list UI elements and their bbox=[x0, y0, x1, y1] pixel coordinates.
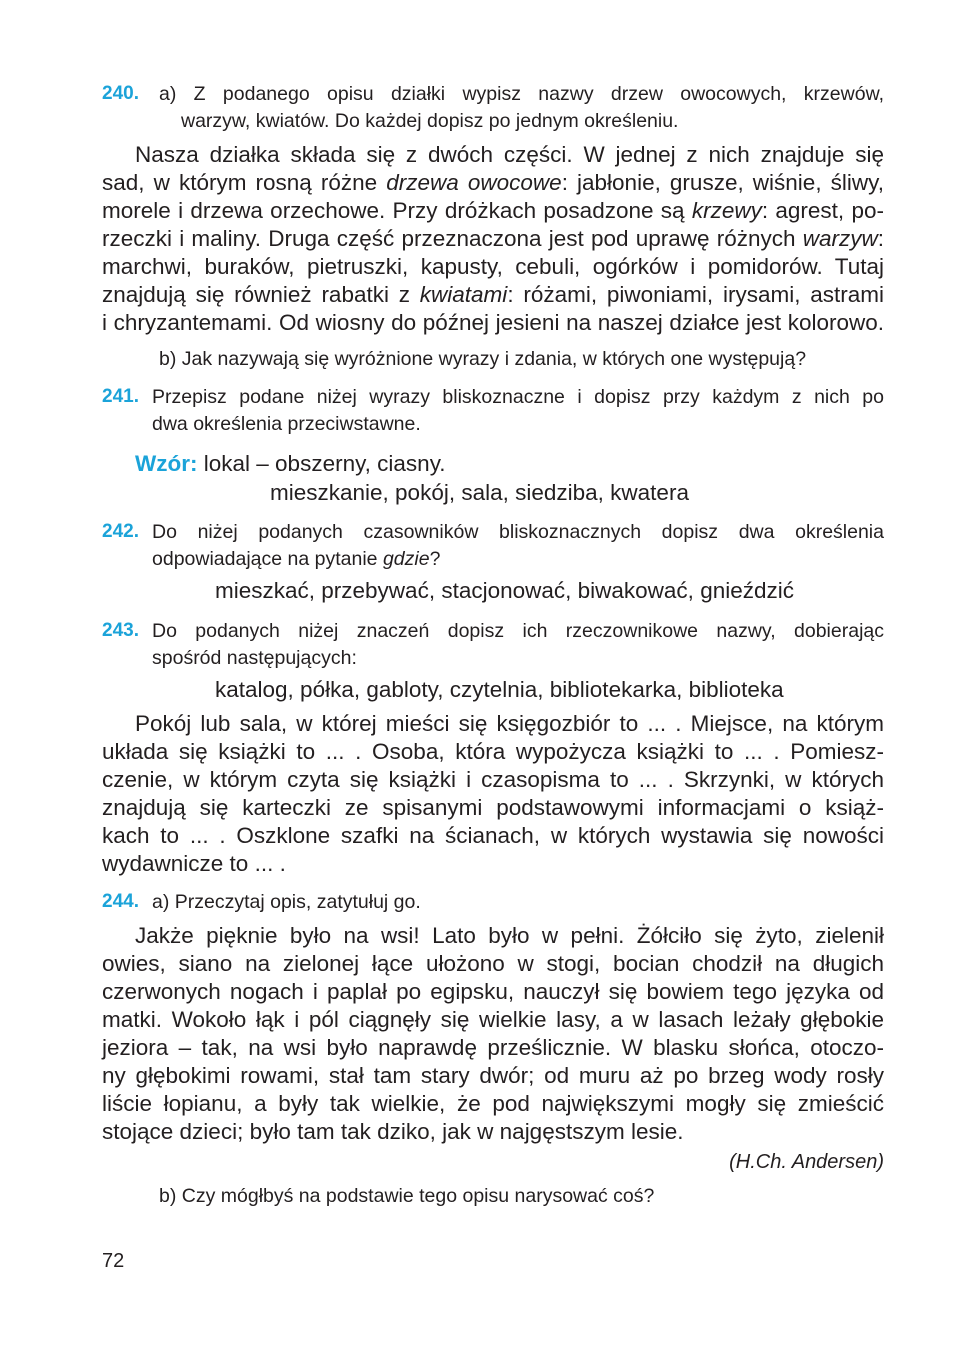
instruction-a: a) Z podanego opisu działki wypisz nazwy drzew owocowych, krzewów, bbox=[159, 83, 884, 105]
word-list: mieszkanie, pokój, sala, siedziba, kwatera bbox=[270, 480, 689, 505]
instruction-b: b) Czy mógłbyś na podstawie tego opisu narysować coś? bbox=[159, 1185, 655, 1207]
exercise-number: 240. bbox=[102, 83, 139, 104]
model-text: lokal – obszerny, ciasny. bbox=[203, 451, 446, 476]
instruction-a-cont: warzyw, kwiatów. Do każdej dopisz po jednym określeniu. bbox=[181, 110, 679, 132]
author-attribution: (H.Ch. Andersen) bbox=[729, 1151, 884, 1173]
word-list: mieszkać, przebywać, stacjonować, biwakować, gnieździć bbox=[215, 578, 794, 603]
model-example bbox=[135, 451, 446, 477]
instruction: Do niżej podanych czasowników bliskoznacznych dopisz dwa określenia odpowiadające na pytanie gdzie? bbox=[152, 521, 884, 570]
exercise-number: 241. bbox=[102, 386, 139, 407]
passage-library: Pokój lub sala, w której mieści się księgozbiór to ... . Miejsce, na którym układa się książki to ... . Osoba, która wypożycza książki to ... . Pomiesz- czenie, w którym czyta się książki i czasopisma to ... . Skrzynki, w których znajdują się karteczki ze spisanymi podstawowymi informacjami o książ- kach to ... . Oszklone szafki na ścianach, w których wystawia się nowości wydawnicze to ... . bbox=[102, 711, 884, 876]
exercise-number: 244. bbox=[102, 891, 139, 912]
exercise-number: 243. bbox=[102, 620, 139, 641]
instruction-b: b) Jak nazywają się wyróżnione wyrazy i zdania, w których one występują? bbox=[159, 348, 807, 370]
instruction: Przepisz podane niżej wyrazy bliskoznaczne i dopisz przy każdym z nich po dwa określenia przeciwstawne. bbox=[152, 386, 884, 435]
page-number: 72 bbox=[102, 1250, 125, 1272]
passage-andersen: Jakże pięknie było na wsi! Lato było w pełni. Żółciło się żyto, zielenił owies, siano na zielonej łące ułożono w stogi, bocian chodził na długich czerwonych nogach i paplał po egipsku, nauczył się bowiem tego języka od matki. Wokoło łąk i pól ciągnęły się wielkie lasy, a w lasach leżały głębokie jeziora – tak, na wsi było naprawdę prześlicznie. W blasku słońca, otoczo- ny głębokimi rowami, stał tam stary dwór; od muru aż po brzeg wody rosły liście łopianu, a były tak wielkie, że pod największymi mogły się zmieścić stojące dzieci; było tam tak dziko, jak w najgęstszym lesie. bbox=[102, 923, 884, 1144]
passage-garden: Nasza działka składa się z dwóch części. W jednej z nich znajduje się sad, w którym rosną różne drzewa owocowe: jabłonie, grusze, wiśnie, śliwy, morele i drzewa orzechowe. Przy dróżkach posadzone są krzewy: agrest, po- rzeczki i maliny. Druga część przeznaczona jest pod uprawę różnych warzyw: marchwi, buraków, pietruszki, kapusty, cebuli, ogórków i pomidorów. Tutaj znajdują się również rabatki z kwiatami: różami, piwoniami, irysami, astrami i chryzantemami. Od wiosny do późnej jesieni na naszej działce jest kolorowo. bbox=[102, 142, 884, 335]
exercise-number: 242. bbox=[102, 521, 139, 542]
model-label: Wzór: bbox=[135, 451, 198, 476]
instruction-a: a) Przeczytaj opis, zatytułuj go. bbox=[152, 891, 421, 913]
word-list: katalog, półka, gabloty, czytelnia, bibliotekarka, biblioteka bbox=[215, 677, 784, 702]
instruction: Do podanych niżej znaczeń dopisz ich rzeczownikowe nazwy, dobierając spośród następujących: bbox=[152, 620, 884, 669]
